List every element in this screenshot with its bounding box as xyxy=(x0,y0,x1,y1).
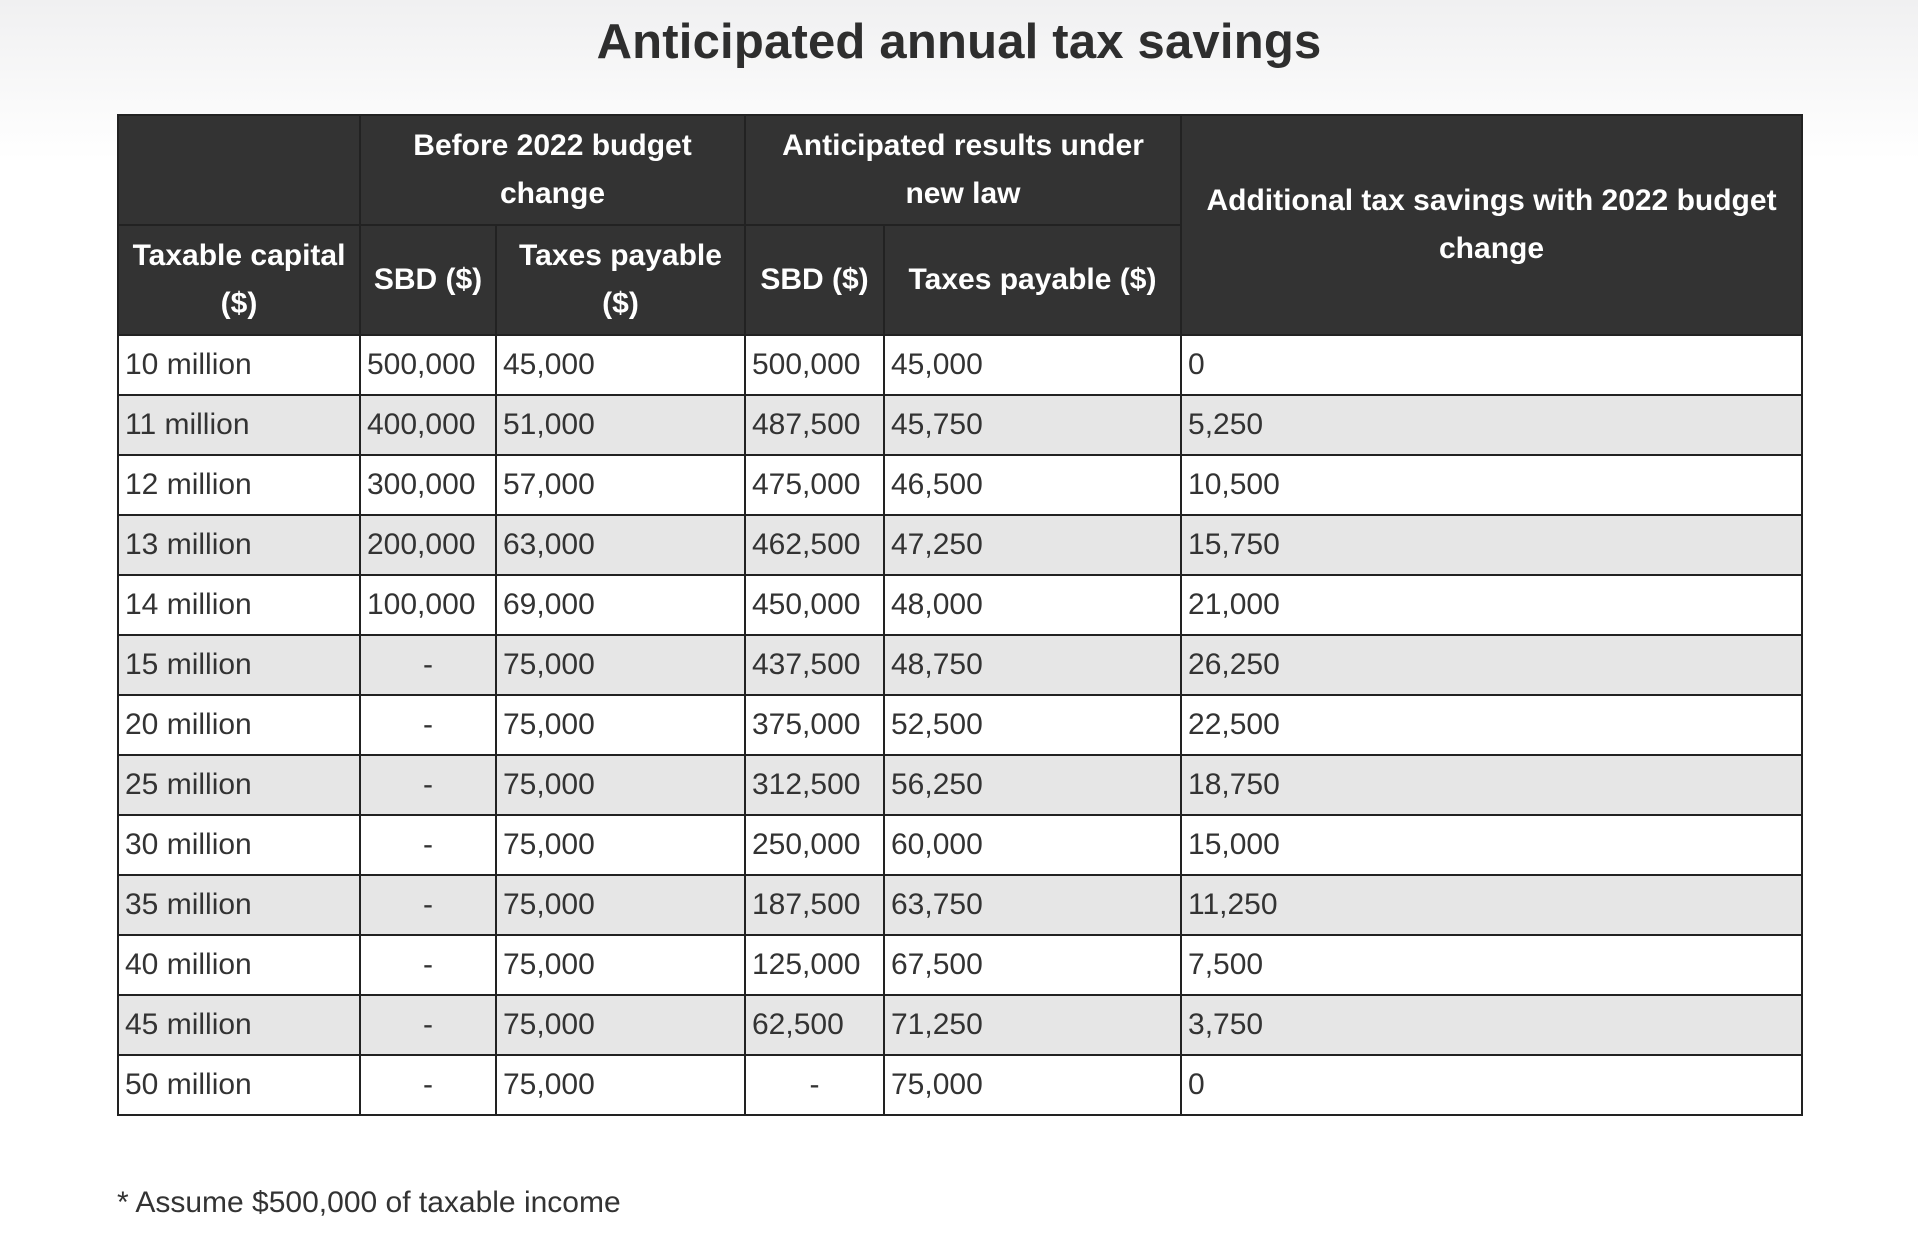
cell-taxes-before: 45,000 xyxy=(496,335,745,395)
page-title: Anticipated annual tax savings xyxy=(596,15,1322,69)
cell-sbd-after: 500,000 xyxy=(745,335,884,395)
cell-taxes-after: 71,250 xyxy=(884,995,1181,1055)
cell-sbd-after: 125,000 xyxy=(745,935,884,995)
tax-savings-table xyxy=(117,114,1803,1116)
cell-sbd-before: - xyxy=(360,935,496,995)
cell-savings: 10,500 xyxy=(1181,455,1802,515)
header-empty-cell xyxy=(118,115,360,225)
cell-savings: 15,000 xyxy=(1181,815,1802,875)
cell-savings: 5,250 xyxy=(1181,395,1802,455)
cell-capital: 12 million xyxy=(118,455,360,515)
cell-taxes-before: 63,000 xyxy=(496,515,745,575)
table-row xyxy=(118,515,1802,575)
cell-taxes-after: 75,000 xyxy=(884,1055,1181,1115)
cell-taxes-after: 46,500 xyxy=(884,455,1181,515)
footnote: * Assume $500,000 of taxable income xyxy=(117,1186,621,1219)
cell-taxes-before: 75,000 xyxy=(496,695,745,755)
cell-sbd-before: - xyxy=(360,635,496,695)
cell-sbd-after: 487,500 xyxy=(745,395,884,455)
cell-taxes-before: 75,000 xyxy=(496,875,745,935)
cell-savings: 26,250 xyxy=(1181,635,1802,695)
cell-sbd-before: - xyxy=(360,995,496,1055)
table-row xyxy=(118,935,1802,995)
table-row xyxy=(118,695,1802,755)
cell-taxes-after: 45,000 xyxy=(884,335,1181,395)
table-row xyxy=(118,815,1802,875)
cell-sbd-before: - xyxy=(360,815,496,875)
cell-taxes-before: 75,000 xyxy=(496,1055,745,1115)
table-row xyxy=(118,995,1802,1055)
cell-capital: 30 million xyxy=(118,815,360,875)
cell-sbd-before: - xyxy=(360,1055,496,1115)
cell-savings: 18,750 xyxy=(1181,755,1802,815)
cell-sbd-after: 437,500 xyxy=(745,635,884,695)
header-after-group: Anticipated results under new law xyxy=(745,115,1181,225)
table-row xyxy=(118,395,1802,455)
cell-savings: 0 xyxy=(1181,335,1802,395)
cell-taxes-after: 47,250 xyxy=(884,515,1181,575)
cell-sbd-before: - xyxy=(360,695,496,755)
cell-sbd-before: 400,000 xyxy=(360,395,496,455)
cell-taxes-after: 45,750 xyxy=(884,395,1181,455)
table-body xyxy=(118,335,1802,1115)
cell-capital: 15 million xyxy=(118,635,360,695)
table-row xyxy=(118,575,1802,635)
cell-taxes-after: 60,000 xyxy=(884,815,1181,875)
cell-capital: 14 million xyxy=(118,575,360,635)
cell-sbd-before: 500,000 xyxy=(360,335,496,395)
cell-savings: 15,750 xyxy=(1181,515,1802,575)
table-row xyxy=(118,875,1802,935)
cell-taxes-after: 63,750 xyxy=(884,875,1181,935)
cell-taxes-before: 57,000 xyxy=(496,455,745,515)
cell-savings: 21,000 xyxy=(1181,575,1802,635)
cell-sbd-after: 187,500 xyxy=(745,875,884,935)
cell-capital: 50 million xyxy=(118,1055,360,1115)
cell-savings: 0 xyxy=(1181,1055,1802,1115)
cell-sbd-after: 312,500 xyxy=(745,755,884,815)
cell-capital: 13 million xyxy=(118,515,360,575)
cell-sbd-after: 375,000 xyxy=(745,695,884,755)
cell-taxes-before: 75,000 xyxy=(496,815,745,875)
cell-sbd-after: 450,000 xyxy=(745,575,884,635)
cell-taxes-after: 56,250 xyxy=(884,755,1181,815)
cell-sbd-after: 475,000 xyxy=(745,455,884,515)
table-row xyxy=(118,455,1802,515)
cell-sbd-after: - xyxy=(745,1055,884,1115)
table-row xyxy=(118,635,1802,695)
cell-sbd-after: 250,000 xyxy=(745,815,884,875)
cell-taxes-after: 67,500 xyxy=(884,935,1181,995)
header-before-group: Before 2022 budget change xyxy=(360,115,745,225)
header-taxable-capital: Taxable capital ($) xyxy=(118,225,360,335)
header-sbd-after: SBD ($) xyxy=(745,225,884,335)
cell-taxes-before: 69,000 xyxy=(496,575,745,635)
cell-savings: 3,750 xyxy=(1181,995,1802,1055)
table-header xyxy=(118,115,1802,335)
cell-taxes-before: 75,000 xyxy=(496,635,745,695)
cell-capital: 35 million xyxy=(118,875,360,935)
cell-taxes-before: 75,000 xyxy=(496,995,745,1055)
cell-taxes-before: 75,000 xyxy=(496,755,745,815)
cell-capital: 20 million xyxy=(118,695,360,755)
cell-sbd-before: - xyxy=(360,755,496,815)
header-row-groups xyxy=(118,115,1802,225)
cell-savings: 7,500 xyxy=(1181,935,1802,995)
table-row xyxy=(118,755,1802,815)
cell-capital: 11 million xyxy=(118,395,360,455)
cell-capital: 25 million xyxy=(118,755,360,815)
cell-capital: 10 million xyxy=(118,335,360,395)
cell-savings: 11,250 xyxy=(1181,875,1802,935)
header-taxes-after: Taxes payable ($) xyxy=(884,225,1181,335)
header-taxes-before: Taxes payable ($) xyxy=(496,225,745,335)
cell-taxes-before: 51,000 xyxy=(496,395,745,455)
cell-capital: 45 million xyxy=(118,995,360,1055)
cell-sbd-before: 100,000 xyxy=(360,575,496,635)
cell-capital: 40 million xyxy=(118,935,360,995)
header-sbd-before: SBD ($) xyxy=(360,225,496,335)
cell-sbd-after: 462,500 xyxy=(745,515,884,575)
cell-taxes-after: 52,500 xyxy=(884,695,1181,755)
header-savings: Additional tax savings with 2022 budget change xyxy=(1181,115,1802,335)
cell-savings: 22,500 xyxy=(1181,695,1802,755)
cell-sbd-before: - xyxy=(360,875,496,935)
table-row xyxy=(118,1055,1802,1115)
table-row xyxy=(118,335,1802,395)
cell-sbd-before: 300,000 xyxy=(360,455,496,515)
cell-taxes-after: 48,000 xyxy=(884,575,1181,635)
cell-taxes-after: 48,750 xyxy=(884,635,1181,695)
cell-sbd-after: 62,500 xyxy=(745,995,884,1055)
cell-sbd-before: 200,000 xyxy=(360,515,496,575)
cell-taxes-before: 75,000 xyxy=(496,935,745,995)
